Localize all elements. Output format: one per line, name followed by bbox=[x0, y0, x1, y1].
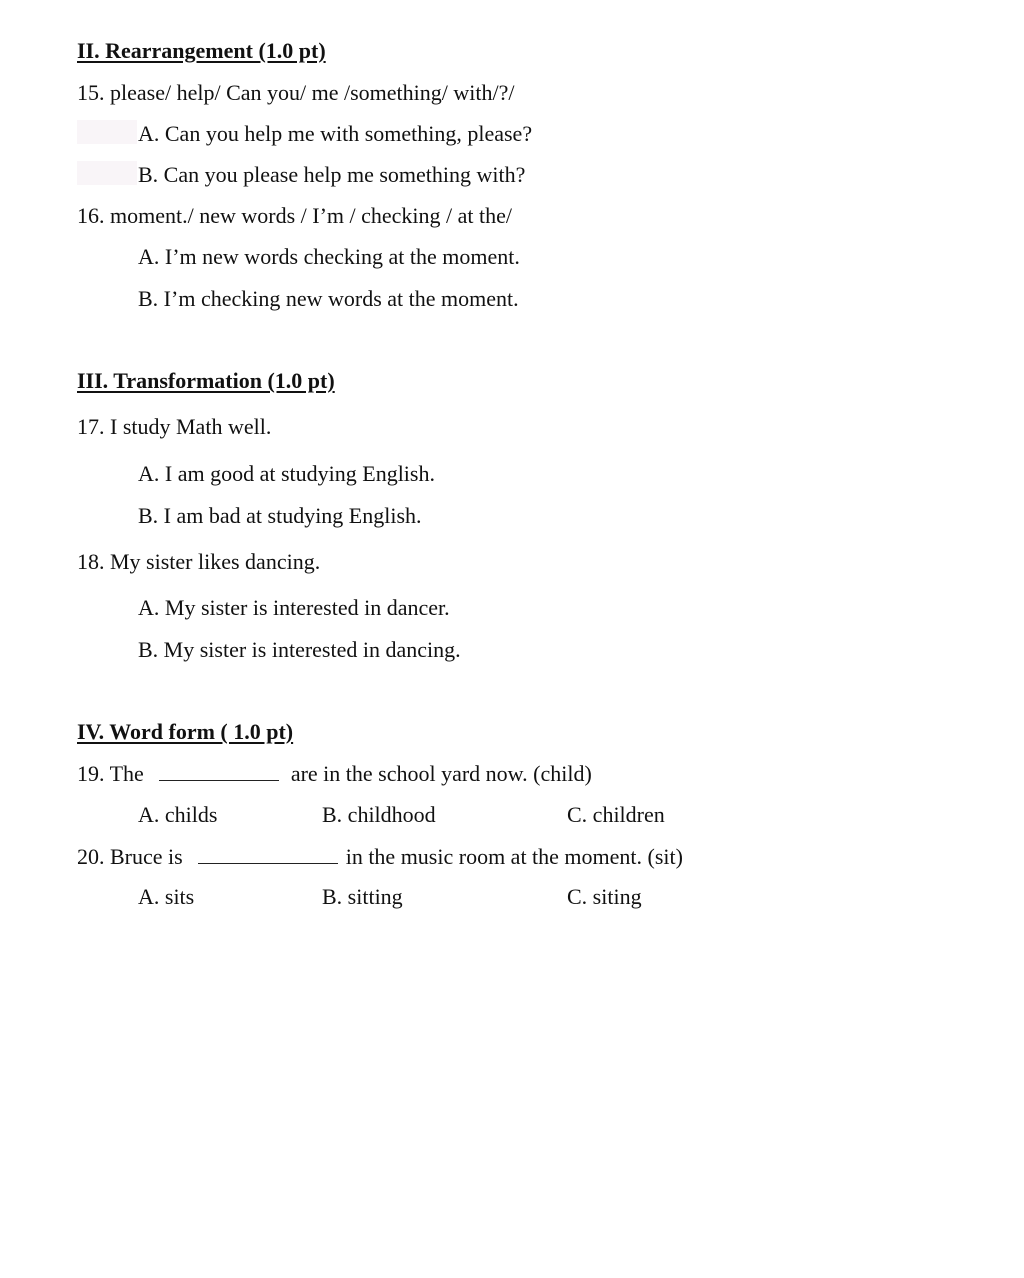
highlight-mark bbox=[77, 120, 137, 144]
question-20-option-a[interactable]: A. sits bbox=[138, 884, 195, 909]
question-16-option-a[interactable]: A. I’m new words checking at the moment. bbox=[138, 244, 520, 269]
section-heading-word-form: IV. Word form ( 1.0 pt) bbox=[77, 719, 294, 744]
question-19-prompt bbox=[77, 760, 592, 787]
question-17-option-b[interactable]: B. I am bad at studying English. bbox=[138, 503, 422, 528]
section-heading-rearrangement: II. Rearrangement (1.0 pt) bbox=[77, 38, 326, 63]
question-19-prompt-end: are in the school yard now. (child) bbox=[290, 761, 592, 786]
question-17-option-a[interactable]: A. I am good at studying English. bbox=[138, 461, 435, 486]
question-19-option-c[interactable]: C. children bbox=[567, 802, 665, 827]
question-15-option-a[interactable]: A. Can you help me with something, please? bbox=[138, 121, 533, 146]
question-16-option-b[interactable]: B. I’m checking new words at the moment. bbox=[138, 286, 519, 311]
question-15-prompt: 15. please/ help/ Can you/ me /something/ with/?/ bbox=[77, 80, 515, 105]
question-15-option-b[interactable]: B. Can you please help me something with? bbox=[138, 162, 526, 187]
question-18-prompt: 18. My sister likes dancing. bbox=[77, 549, 321, 574]
question-19-prompt-start: 19. The bbox=[77, 761, 144, 786]
question-20-prompt-end: in the music room at the moment. (sit) bbox=[345, 844, 683, 869]
question-20-option-c[interactable]: C. siting bbox=[567, 884, 642, 909]
question-20-option-b[interactable]: B. sitting bbox=[322, 884, 403, 909]
question-17-prompt: 17. I study Math well. bbox=[77, 414, 272, 439]
question-20-answer-blank[interactable] bbox=[198, 843, 338, 864]
question-20-prompt bbox=[77, 843, 683, 870]
question-20-prompt-start: 20. Bruce is bbox=[77, 844, 183, 869]
section-heading-transformation: III. Transformation (1.0 pt) bbox=[77, 368, 335, 393]
question-18-option-a[interactable]: A. My sister is interested in dancer. bbox=[138, 595, 450, 620]
question-16-prompt: 16. moment./ new words / I’m / checking / at the/ bbox=[77, 203, 513, 228]
highlight-mark bbox=[77, 161, 137, 185]
question-18-option-b[interactable]: B. My sister is interested in dancing. bbox=[138, 637, 461, 662]
question-19-option-a[interactable]: A. childs bbox=[138, 802, 218, 827]
question-19-option-b[interactable]: B. childhood bbox=[322, 802, 436, 827]
question-19-answer-blank[interactable] bbox=[159, 760, 279, 781]
